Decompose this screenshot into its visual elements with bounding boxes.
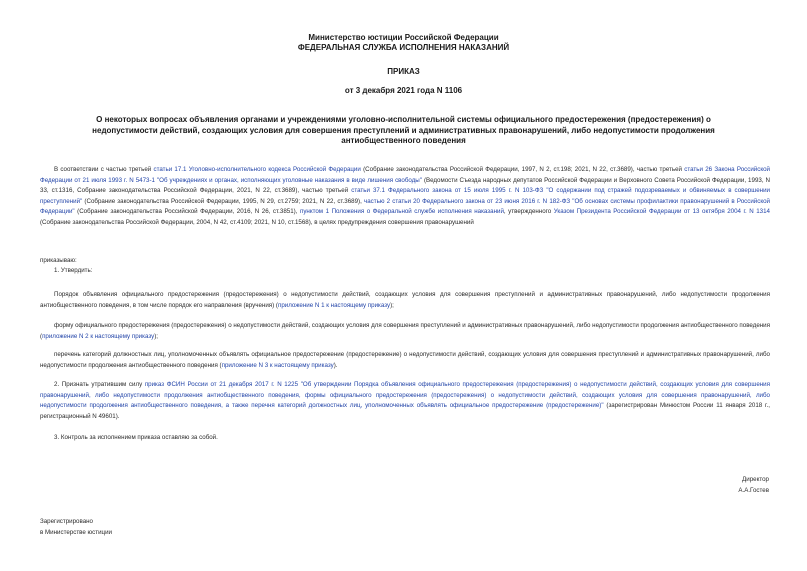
preamble-paragraph <box>40 165 770 228</box>
order-word: приказываю: <box>40 257 77 264</box>
approve-text-end: ). <box>333 361 338 369</box>
item-2-text-end: (зарегистрирован Минюстом России 11 января 2018 г., регистрационный N 49601). <box>40 402 770 420</box>
link-appendix-1[interactable]: приложение N 1 к настоящему приказу <box>277 301 391 309</box>
link-polozhenie-fsin[interactable]: пунктом 1 Положения о Федеральной службе исполнения наказаний <box>299 208 504 215</box>
document-header <box>0 33 807 52</box>
registration-line-2: в Министерстве юстиции <box>40 528 113 536</box>
ministry-name: Министерство юстиции Российской Федерации <box>308 33 499 42</box>
signatory-position: Директор <box>742 476 769 483</box>
preamble-text: (Ведомости Съезда народных депутатов Российской Федерации и Верховного Совета Российской Федерации, 1993, N 33, ст.1316, Собрание законодательства Российской Федерации, 2021, N 22, ст.3689), частью третьей <box>40 176 771 194</box>
preamble-text: (Собрание законодательства Российской Федерации, 1995, N 29, ст.2759; 2021, N 22, ст.3689), <box>82 197 364 205</box>
link-ugolovno-ispolnitelny-kodeks[interactable]: статьи 17.1 Уголовно-исполнительного кодекса Российской Федерации <box>153 166 361 173</box>
preamble-text: , утвержденного <box>503 208 554 215</box>
registration-note <box>40 517 112 538</box>
preamble-text: В соответствии с частью третьей <box>54 166 154 173</box>
item-1: 1. Утвердить: <box>54 267 93 274</box>
link-order-1225[interactable]: приказ ФСИН России от 21 декабря 2017 г. N 1225 "Об утверждении Порядка объявления официального предостережения (предостережения) о недопустимости действий, создающих условия для совершения правонарушений, либо недопустимости продолжения антиобщественного поведения, формы официального предостережения (предостережения) о недопустимости действий, создающих условия для совершения правонарушений, либо недопустимости продолжения антиобщественного поведения, а также перечня категорий должностных лиц, уполномоченных объявлять официальное предостережение (предостережение)" <box>40 381 770 409</box>
document-title: О некоторых вопросах объявления органами и учреждениями уголовно-исполнительной системы официального предостережения (предостережения) о недопустимости действий, создающих условия для совершения преступлений и административных правонарушений, либо недопустимости продолжения антиобщественного поведения <box>92 115 715 145</box>
approve-text: форму официального предостережения (предостережения) о недопустимости действий, создающих условия для совершения преступлений и административных правонарушений, либо недопустимости продолжения антиобщественного поведения ( <box>40 322 770 340</box>
preamble-text: (Собрание законодательства Российской Федерации, 1997, N 2, ст.198; 2021, N 22, ст.3689), частью третьей <box>360 166 685 173</box>
signature-block <box>738 475 769 496</box>
approve-text-end: ); <box>390 301 394 309</box>
document-type: ПРИКАЗ <box>387 67 420 76</box>
link-appendix-3[interactable]: приложение N 3 к настоящему приказу <box>221 361 334 369</box>
link-federal-law-182[interactable]: частью 2 статьи 20 Федерального закона от 23 июня 2016 г. N 182-ФЗ "Об основах системы профилактики правонарушений в Российской Федерации" <box>40 197 770 215</box>
preamble-text: (Собрание законодательства Российской Федерации, 2016, N 26, ст.3851), <box>74 208 300 215</box>
item-3: 3. Контроль за исполнением приказа оставляю за собой. <box>54 434 218 441</box>
registration-line-1: Зарегистрировано <box>40 518 93 525</box>
item-2 <box>40 380 770 422</box>
service-name: ФЕДЕРАЛЬНАЯ СЛУЖБА ИСПОЛНЕНИЯ НАКАЗАНИЙ <box>297 42 510 52</box>
document-date-number: от 3 декабря 2021 года N 1106 <box>344 86 463 95</box>
approve-text: Порядок объявления официального предостережения (предостережения) о недопустимости действий, создающих условия для совершения преступлений и административных правонарушений, либо недопустимости продолжения антиобщественного поведения, в том числе порядок его направления (вручения) ( <box>40 291 770 309</box>
approve-item-procedure <box>40 290 770 311</box>
approve-text-end: ); <box>154 332 158 340</box>
link-appendix-2[interactable]: приложение N 2 к настоящему приказу <box>42 332 155 340</box>
signatory-name: А.А.Гостев <box>738 486 769 494</box>
approve-item-form <box>40 321 770 342</box>
approve-item-list <box>40 350 770 371</box>
approve-text: перечень категорий должностных лиц, уполномоченных объявлять официальное предостережение (предостережение) о недопустимости действий, создающих условия для совершения преступлений и административных правонарушений, либо недопустимости продолжения антиобщественного поведения ( <box>40 351 770 369</box>
item-2-text: 2. Признать утратившим силу <box>54 381 145 388</box>
link-federal-law-103[interactable]: статьи 37.1 Федерального закона от 15 июля 1995 г. N 103-ФЗ "О содержании под стражей подозреваемых и обвиняемых в совершении преступлений" <box>40 187 770 205</box>
link-zakon-5473-1[interactable]: статьи 26 Закона Российской Федерации от 21 июля 1993 г. N 5473-1 "Об учреждениях и органах, исполняющих уголовные наказания в виде лишения свободы" <box>40 166 770 184</box>
preamble-text: (Собрание законодательства Российской Федерации, 2004, N 42, ст.4109; 2021, N 10, ст.1568), в целях предупреждения совершения правонарушений <box>40 218 474 226</box>
link-ukaz-1314[interactable]: Указом Президента Российской Федерации от 13 октября 2004 г. N 1314 <box>553 208 771 215</box>
